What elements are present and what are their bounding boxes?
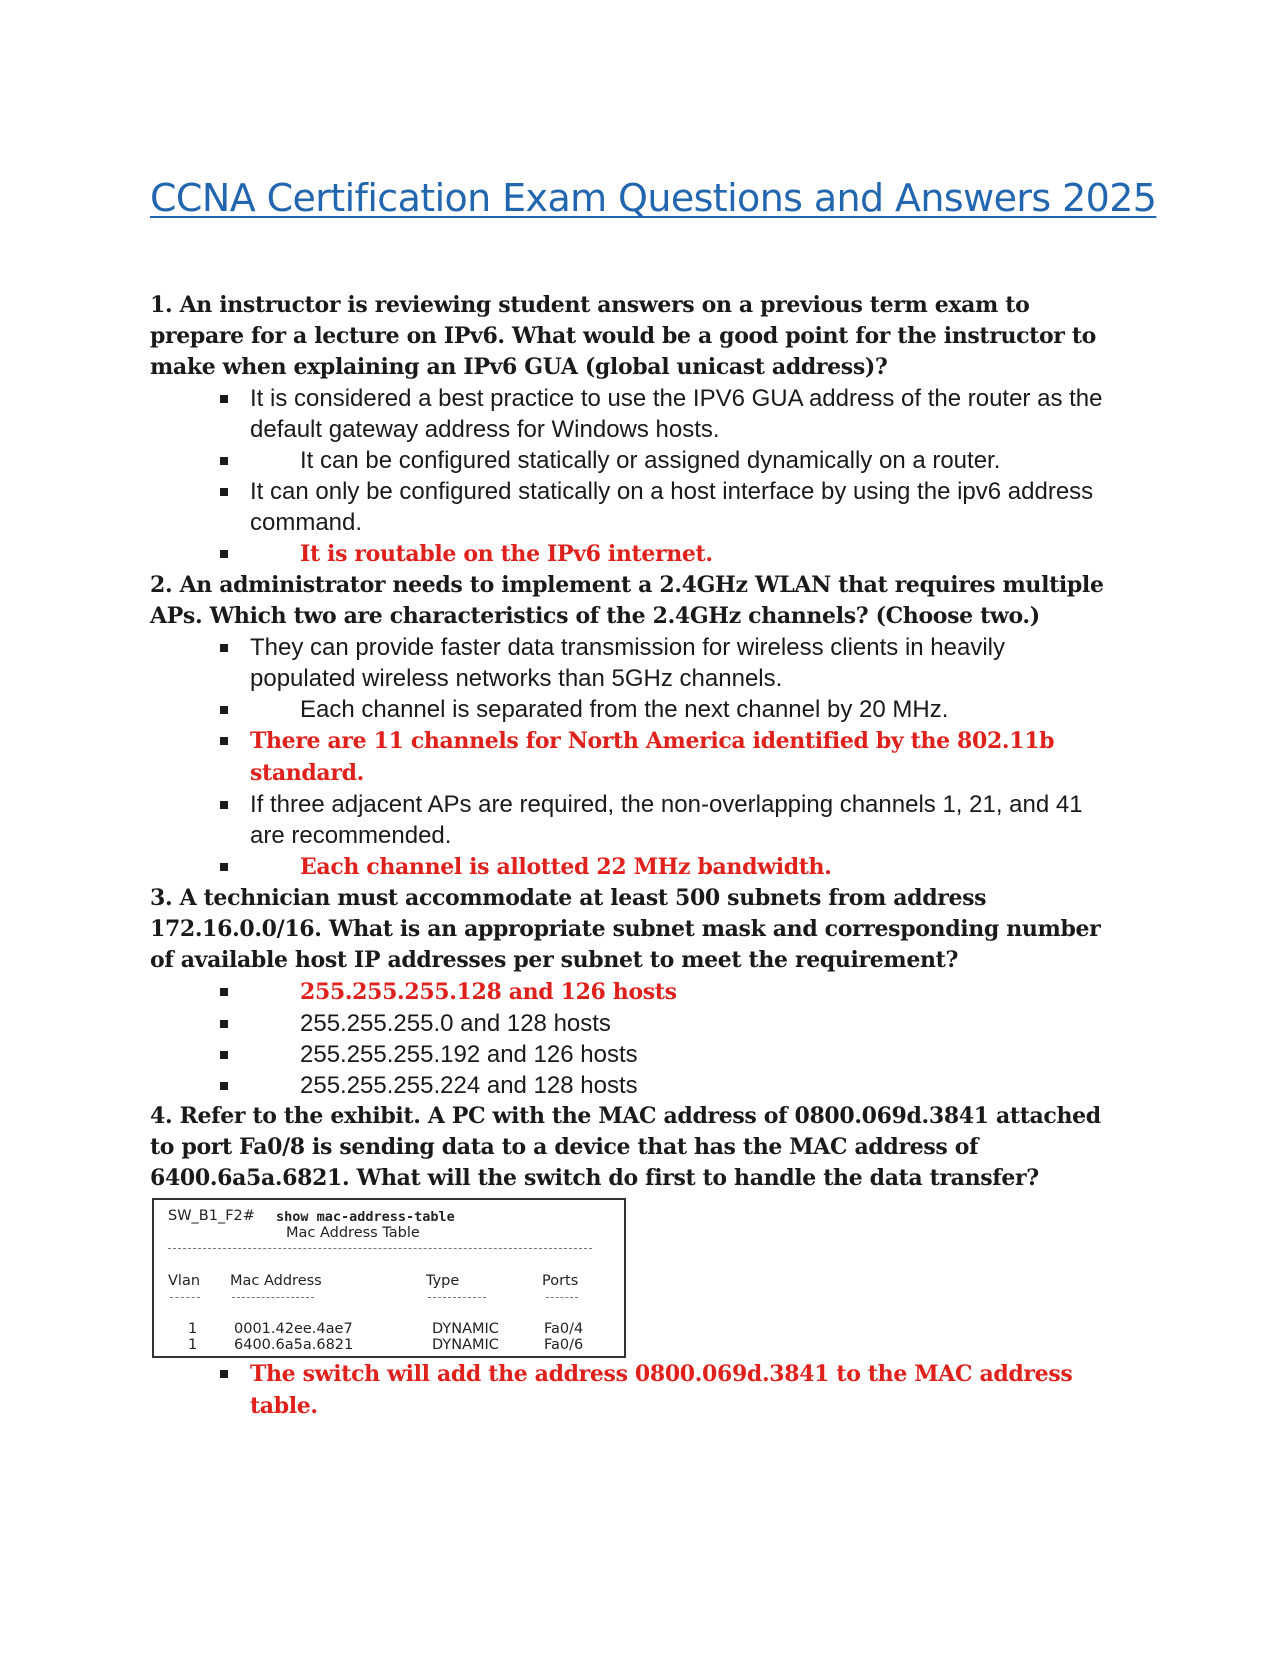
option-text: It can only be configured statically on a host interface by using the ipv6 address command. xyxy=(250,478,1094,536)
answer-text: 255.255.255.128 and 126 hosts xyxy=(300,979,677,1005)
square-bullet-icon xyxy=(220,1082,228,1090)
exhibit-cell: 6400.6a5a.6821 xyxy=(234,1337,354,1353)
question-2-options xyxy=(150,632,1110,883)
exhibit-prompt: SW_B1_F2# xyxy=(168,1208,255,1224)
option xyxy=(150,1039,1110,1070)
square-bullet-icon xyxy=(220,988,228,996)
exhibit-header-rule xyxy=(428,1297,486,1298)
question-2: 2. An administrator needs to implement a 2.4GHz WLAN that requires multiple APs. Which two are characteristics of the 2.4GHz channels? (Choose two.) xyxy=(150,572,1104,629)
option-text: If three adjacent APs are required, the non-overlapping channels 1, 21, and 41 are recommended. xyxy=(250,791,1083,849)
option-text: They can provide faster data transmission for wireless clients in heavily populated wireless networks than 5GHz channels. xyxy=(250,634,1005,692)
correct-answer xyxy=(150,538,1110,570)
exhibit-command: show mac-address-table xyxy=(276,1209,455,1225)
exhibit-table-title: Mac Address Table xyxy=(286,1225,420,1241)
exhibit-cell: DYNAMIC xyxy=(432,1337,499,1353)
document-body xyxy=(150,290,1110,1422)
answer-text: It is routable on the IPv6 internet. xyxy=(300,541,713,567)
document-title: CCNA Certification Exam Questions and Answers 2025 xyxy=(150,176,1157,220)
correct-answer xyxy=(150,1358,1110,1422)
square-bullet-icon xyxy=(220,801,228,809)
option xyxy=(150,383,1110,445)
exhibit-cell: Fa0/4 xyxy=(544,1321,584,1337)
answer-text: The switch will add the address 0800.069d.3841 to the MAC address table. xyxy=(250,1361,1073,1419)
square-bullet-icon xyxy=(220,550,228,558)
exhibit-cell: Fa0/6 xyxy=(544,1337,584,1353)
exhibit-header-mac: Mac Address xyxy=(230,1273,322,1289)
correct-answer xyxy=(150,976,1110,1008)
exhibit-cell: 1 xyxy=(188,1321,198,1337)
option xyxy=(150,476,1110,538)
answer-text: There are 11 channels for North America identified by the 802.11b standard. xyxy=(250,728,1055,786)
exhibit-header-vlan: Vlan xyxy=(168,1273,201,1289)
option xyxy=(150,445,1110,476)
question-4: 4. Refer to the exhibit. A PC with the MAC address of 0800.069d.3841 attached to port Fa0/8 is sending data to a device that has the MAC address of 6400.6a5a.6821. What will the switch do first to handle the data transfer? xyxy=(150,1103,1101,1191)
square-bullet-icon xyxy=(220,395,228,403)
correct-answer xyxy=(150,851,1110,883)
exhibit-header-type: Type xyxy=(426,1273,460,1289)
option xyxy=(150,694,1110,725)
exhibit-header-rule xyxy=(170,1297,200,1298)
square-bullet-icon xyxy=(220,863,228,871)
option-text: 255.255.255.192 and 126 hosts xyxy=(300,1041,638,1068)
exhibit-cell: 1 xyxy=(188,1337,198,1353)
question-1: 1. An instructor is reviewing student answers on a previous term exam to prepare for a lecture on IPv6. What would be a good point for the instructor to make when explaining an IPv6 GUA (global unicast address)? xyxy=(150,292,1096,380)
exhibit-cell: 0001.42ee.4ae7 xyxy=(234,1321,353,1337)
square-bullet-icon xyxy=(220,706,228,714)
square-bullet-icon xyxy=(220,737,228,745)
exhibit-header-rule xyxy=(546,1297,578,1298)
correct-answer xyxy=(150,725,1110,789)
option-text: Each channel is separated from the next channel by 20 MHz. xyxy=(300,696,949,723)
exhibit-separator xyxy=(168,1248,592,1249)
option xyxy=(150,1008,1110,1039)
square-bullet-icon xyxy=(220,1020,228,1028)
option-text: It is considered a best practice to use the IPV6 GUA address of the router as the default gateway address for Windows hosts. xyxy=(250,385,1103,443)
exhibit-cell: DYNAMIC xyxy=(432,1321,499,1337)
answer-text: Each channel is allotted 22 MHz bandwidth. xyxy=(300,854,832,880)
question-1-options xyxy=(150,383,1110,570)
exhibit-header-rule xyxy=(232,1297,314,1298)
exhibit-mac-address-table xyxy=(152,1198,626,1358)
option xyxy=(150,1070,1110,1101)
square-bullet-icon xyxy=(220,644,228,652)
square-bullet-icon xyxy=(220,1051,228,1059)
option-text: It can be configured statically or assigned dynamically on a router. xyxy=(300,447,1001,474)
option-text: 255.255.255.0 and 128 hosts xyxy=(300,1010,611,1037)
question-3-options xyxy=(150,976,1110,1101)
question-3: 3. A technician must accommodate at least 500 subnets from address 172.16.0.0/16. What is an appropriate subnet mask and corresponding number of available host IP addresses per subnet to meet the requirement? xyxy=(150,885,1101,973)
square-bullet-icon xyxy=(220,1370,228,1378)
square-bullet-icon xyxy=(220,488,228,496)
option xyxy=(150,632,1110,694)
exhibit-header-ports: Ports xyxy=(542,1273,579,1289)
option-text: 255.255.255.224 and 128 hosts xyxy=(300,1072,638,1099)
option xyxy=(150,789,1110,851)
square-bullet-icon xyxy=(220,457,228,465)
question-4-options xyxy=(150,1358,1110,1422)
